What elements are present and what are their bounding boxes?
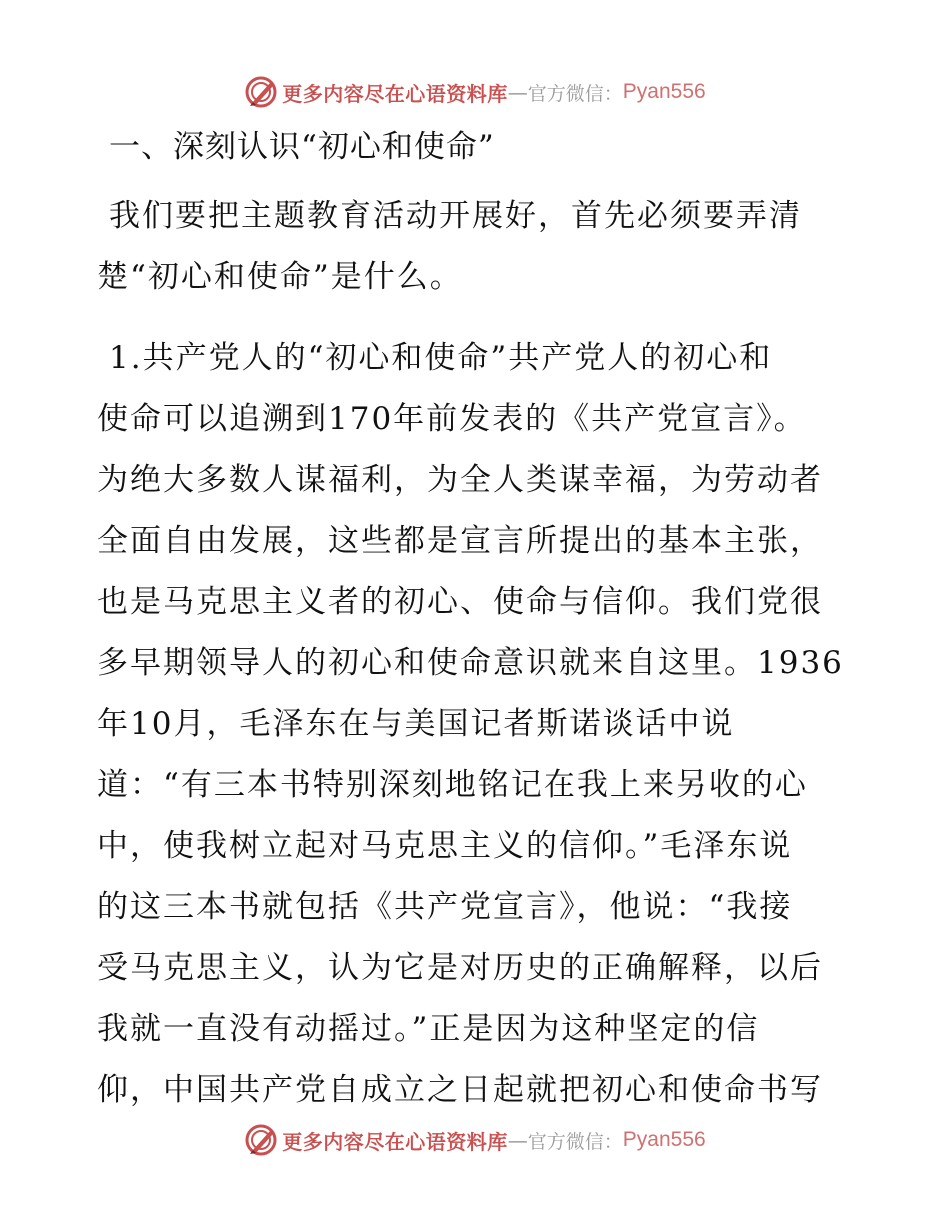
watermark-label: 官方微信： xyxy=(527,1130,623,1153)
pen-circle-logo-icon xyxy=(244,1123,278,1157)
text-line: 我就一直没有动摇过。”正是因为这种坚定的信 xyxy=(97,1011,760,1047)
text-line: 1.共产党人的“初心和使命”共产党人的初心和 xyxy=(109,340,773,376)
text-line: 使命可以追溯到170年前发表的《共产党宣言》。 xyxy=(97,401,807,437)
paragraph-initial-mission xyxy=(97,328,857,1121)
watermark-label: 官方微信： xyxy=(527,82,623,105)
watermark-site-text: 更多内容尽在心语资料库 xyxy=(282,81,508,106)
text-line: 中，使我树立起对马克思主义的信仰。”毛泽东说 xyxy=(97,828,793,864)
text-line: 年10月，毛泽东在与美国记者斯诺谈话中说 xyxy=(97,706,735,742)
document-body xyxy=(97,122,857,1141)
watermark-id: Pyan556 xyxy=(622,1128,706,1151)
paragraph-intro xyxy=(97,186,857,308)
footer-watermark xyxy=(0,1120,950,1160)
watermark-dash: — xyxy=(507,80,528,104)
text-line: 楚“初心和使命”是什么。 xyxy=(97,259,463,295)
watermark-site-text: 更多内容尽在心语资料库 xyxy=(282,1129,508,1154)
text-line: 道：“有三本书特别深刻地铭记在我上来另收的心 xyxy=(97,767,808,803)
watermark-id: Pyan556 xyxy=(622,80,706,103)
text-line: 也是马克思主义者的初心、使命与信仰。我们党很 xyxy=(97,584,823,620)
text-line: 受马克思主义，认为它是对历史的正确解释，以后 xyxy=(97,950,823,986)
text-line: 仰，中国共产党自成立之日起就把初心和使命书写 xyxy=(97,1072,823,1108)
text-line: 的这三本书就包括《共产党宣言》，他说：“我接 xyxy=(97,889,793,925)
watermark-dash: — xyxy=(507,1128,528,1152)
text-line: 我们要把主题教育活动开展好，首先必须要弄清 xyxy=(109,198,802,234)
text-line: 为绝大多数人谋福利，为全人类谋幸福，为劳动者 xyxy=(97,462,823,498)
pen-circle-logo-icon xyxy=(244,75,278,109)
text-line: 全面自由发展，这些都是宣言所提出的基本主张， xyxy=(97,523,823,559)
text-line: 多早期领导人的初心和使命意识就来自这里。1936 xyxy=(97,645,844,681)
header-watermark xyxy=(0,72,950,112)
section-heading: 一、深刻认识“初心和使命” xyxy=(109,129,495,165)
